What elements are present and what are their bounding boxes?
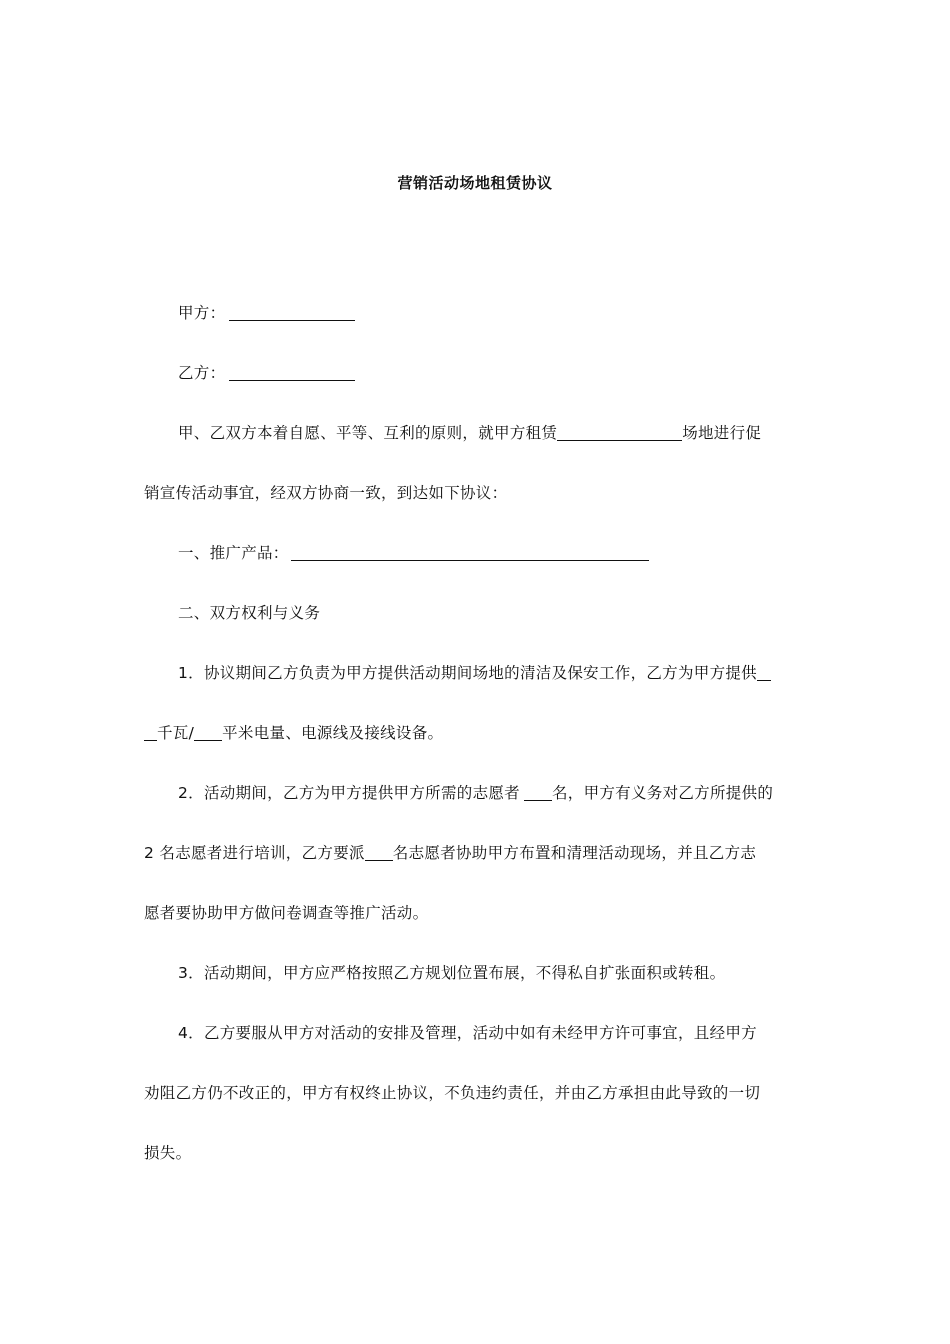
- party-a-blank: [229, 304, 355, 321]
- intro-line-2: 销宣传活动事宜，经双方协商一致，到达如下协议：: [144, 484, 508, 502]
- area-blank: [194, 724, 222, 741]
- item-4-line-3: 损失。: [144, 1144, 192, 1162]
- item-4-line-1: 4．乙方要服从甲方对活动的安排及管理，活动中如有未经甲方许可事宜，且经甲方: [178, 1024, 757, 1042]
- party-a-line: [178, 302, 355, 324]
- party-b-label: 乙方：: [178, 364, 226, 382]
- item-1-unit-1: 千瓦/: [157, 724, 195, 742]
- item-2-text-4: 名志愿者协助甲方布置和清理活动现场，并且乙方志: [392, 844, 757, 862]
- item-2-text-3: 2 名志愿者进行培训，乙方要派: [144, 844, 365, 862]
- item-1-text-1: 1．协议期间乙方负责为甲方提供活动期间场地的清洁及保安工作，乙方为甲方提供: [178, 664, 757, 682]
- section-1-label: 一、推广产品：: [178, 544, 289, 562]
- intro-text-2: 场地进行促: [682, 424, 762, 442]
- item-2-line-2: [144, 842, 756, 864]
- item-4-line-2: 劝阻乙方仍不改正的，甲方有权终止协议，不负违约责任，并由乙方承担由此导致的一切: [144, 1084, 761, 1102]
- item-1-text-2: 平米电量、电源线及接线设备。: [222, 724, 444, 742]
- power-blank-part-1: [757, 664, 771, 681]
- intro-line-1: [178, 422, 761, 444]
- item-1-line-1: [178, 662, 771, 684]
- product-blank: [291, 544, 649, 561]
- item-2-line-1: [178, 782, 773, 804]
- item-2-text-2: 名，甲方有义务对乙方所提供的: [551, 784, 774, 802]
- item-2-text-1: 2．活动期间，乙方为甲方提供甲方所需的志愿者: [178, 784, 520, 802]
- section-2-heading: 二、双方权利与义务: [178, 604, 321, 622]
- assigned-volunteer-blank: [365, 844, 393, 861]
- venue-blank: [557, 424, 682, 441]
- party-b-blank: [229, 364, 355, 381]
- power-blank-part-2: [144, 724, 157, 741]
- volunteer-count-blank: [524, 784, 552, 801]
- party-a-label: 甲方：: [178, 304, 226, 322]
- item-3-line: 3．活动期间，甲方应严格按照乙方规划位置布展，不得私自扩张面积或转租。: [178, 964, 726, 982]
- item-2-line-3: 愿者要协助甲方做问卷调查等推广活动。: [144, 904, 429, 922]
- item-1-line-2: [144, 722, 443, 744]
- intro-text-1: 甲、乙双方本着自愿、平等、互利的原则，就甲方租赁: [178, 424, 558, 442]
- party-b-line: [178, 362, 355, 384]
- section-1-line: [178, 542, 649, 564]
- document-title: 营销活动场地租赁协议: [397, 174, 553, 192]
